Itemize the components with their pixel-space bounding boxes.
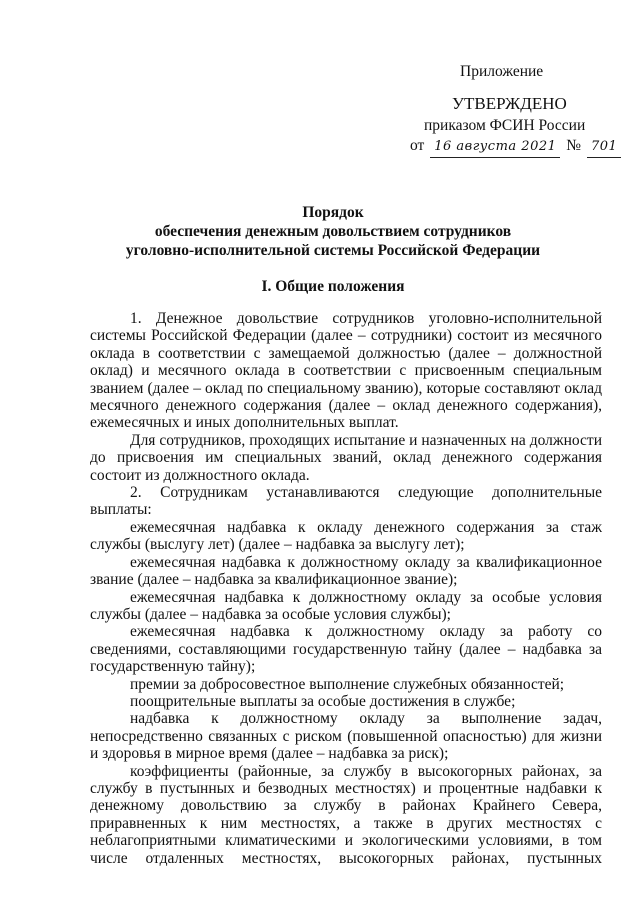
paragraph: Для сотрудников, проходящих испытание и назначенных на должности до присвоения им специальных званий, оклад денежного содержания состоит из должностного оклада.	[90, 431, 602, 484]
handwritten-number: 701	[587, 137, 621, 158]
number-prefix: №	[566, 137, 582, 154]
paragraph: ежемесячная надбавка к должностному окладу за квалификационное звание (далее – надбавка за квалификационное звание);	[90, 553, 602, 589]
document-title	[60, 203, 606, 260]
paragraph: надбавка к должностному окладу за выполнение задач, непосредственно связанных с риском (повышенной опасностью) для жизни и здоровья в мирное время (далее – надбавка за риск);	[90, 710, 602, 763]
title-line-3: уголовно-исполнительной системы Российской Федерации	[125, 242, 541, 259]
paragraph: 1. Денежное довольствие сотрудников уголовно-исполнительной системы Российской Федерации (далее – сотрудники) состоит из месячного оклада в соответствии с замещаемой должностью (далее – должностной оклад) и месячного оклада в соответствии с присвоенным специальным званием (далее – оклад по специальному званию), которые составляют оклад месячного денежного содержания (далее – оклад денежного содержания), ежемесячных и иных дополнительных выплат.	[90, 310, 602, 432]
paragraph: ежемесячная надбавка к должностному окладу за работу со сведениями, составляющими государственную тайну (далее – надбавка за государственную тайну);	[90, 623, 602, 676]
paragraph: 2. Сотрудникам устанавливаются следующие дополнительные выплаты:	[90, 484, 602, 519]
paragraph: ежемесячная надбавка к должностному окладу за особые условия службы (далее – надбавка за особые условия службы);	[90, 588, 602, 623]
approved-label: УТВЕРЖДЕНО	[452, 94, 567, 113]
order-date-line	[410, 136, 623, 158]
appendix-label: Приложение	[460, 63, 544, 80]
date-prefix: от	[410, 137, 425, 154]
paragraph: премии за добросовестное выполнение служебных обязанностей;	[130, 675, 565, 693]
paragraph: коэффициенты (районные, за службу в высокогорных районах, за службу в пустынных и безводных местностях) и процентные надбавки к денежному довольствию за службу в районах Крайнего Севера, приравненных к ним местностях, а также в других местностях с неблагоприятными климатическими и экологическими условиями, в том числе отдаленных местностях, высокогорных районах, пустынных	[90, 762, 602, 867]
handwritten-date: 16 августа 2021	[430, 137, 560, 158]
paragraph: поощрительные выплаты за особые достижения в службе;	[130, 692, 516, 710]
document-body	[90, 310, 602, 867]
order-by-label: приказом ФСИН России	[424, 117, 586, 134]
title-line-2: обеспечения денежным довольствием сотрудников	[154, 223, 512, 240]
paragraph: ежемесячная надбавка к окладу денежного содержания за стаж службы (выслугу лет) (далее – надбавка за выслугу лет);	[90, 518, 602, 554]
section-title: I. Общие положения	[261, 278, 405, 295]
title-line-1: Порядок	[302, 204, 364, 221]
